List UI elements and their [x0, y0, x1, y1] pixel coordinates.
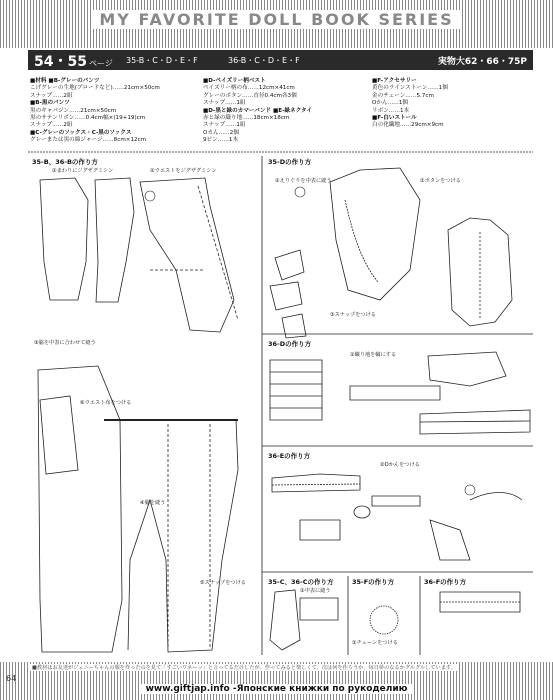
step-note: ①えりぐりを中表に縫う [275, 178, 332, 184]
step-note: ②Oかんをつける [380, 462, 420, 468]
section-title-35c: 35-C、36-Cの作り方 [268, 578, 334, 586]
page-range: 54・55 ページ [34, 54, 113, 70]
series-title: MY FAVORITE DOLL BOOK SERIES [0, 10, 553, 29]
material-line: Oカん……2個 [203, 129, 239, 136]
material-line: ■F-アクセサリー [372, 78, 417, 84]
material-line: ■F-白いストール [372, 115, 417, 122]
ref-pages: 実物大62・66・75P [437, 57, 527, 67]
step-note: ⑤スナップをつける [200, 580, 246, 586]
step-note: ①織り地を輪にする [350, 352, 397, 358]
step-note: ④脇を縫う [140, 500, 166, 506]
step-note: ②ウエストをジグザグミシン [150, 168, 217, 174]
material-line: リボン……1本 [372, 107, 410, 114]
page-number: 64 [6, 674, 17, 683]
material-line: 黄色のラインストーン……1個 [372, 85, 448, 92]
material-line: ペイズリー柄の布……12cm×41cm [203, 85, 295, 92]
material-line: スナップ……1組 [203, 100, 246, 107]
material-line: ■材料 ■B-グレーのパンツ [30, 78, 100, 84]
section-title-36e: 36-Eの作り方 [268, 452, 311, 460]
section-title-36d: 36-Dの作り方 [268, 340, 312, 348]
material-line: 9ピン……1本 [203, 137, 239, 144]
material-line: グレーまたは黒の綿ジャージ……8cm×12cm [30, 137, 147, 144]
material-line: ■D-黒と緑のカマーバンド ■E-緑ネクタイ [203, 107, 313, 114]
step-note: ③スナップをつける [330, 312, 376, 318]
material-line: スナップ……2組 [30, 92, 73, 99]
material-line: 黒のギャバジン……21cm×50cm [30, 107, 117, 114]
material-line: 赤と緑の織り地……18cm×18cm [203, 115, 290, 122]
material-line: スナップ……1組 [203, 122, 246, 129]
step-note: ③脇を中表に合わせて縫う [34, 340, 96, 346]
material-line: 黒のサテンリボン……0.4cm幅×(19+19)cm [30, 115, 146, 122]
material-line: 白の化繊地……29cm×9cm [372, 122, 444, 129]
material-line: ■D-ペイズリー柄ベスト [203, 78, 266, 84]
section-title-36f: 36-Fの作り方 [424, 578, 467, 586]
step-note: ⑥ウエスト布をつける [80, 400, 132, 406]
section-title-35b: 35-B、36-Bの作り方 [32, 158, 98, 166]
material-line: こげグレーの生地(ブロードなど)……21cm×50cm [30, 85, 160, 92]
step-note: ①中表に縫う [300, 588, 331, 594]
material-line: 金のチェーン……5.7cm [372, 92, 434, 99]
site-footer: www.giftjap.info -Японские книжки по рукоделию [0, 684, 553, 694]
material-line: スナップ……2組 [30, 122, 73, 129]
footer-note: ■教材はお友達がジェニーちゃんの服を作ったのを見て「すごいワネーッ」と言ってるだけしたが、作ってみると楽しくて、次は何を作ろうか、毎日夢のなるかグルグルしています。 [32, 665, 456, 671]
section-title-35f: 35-Fの作り方 [352, 578, 395, 586]
codes-35: 35-B・C・D・E・F [126, 56, 198, 65]
section-title-35d: 35-Dの作り方 [268, 158, 312, 166]
step-note: ①まわりにジグザグミシン [52, 168, 114, 174]
material-line: Oかん……1個 [372, 100, 408, 107]
step-note: ①チェーンをつける [352, 640, 398, 646]
step-note: ②ボタンをつける [420, 178, 461, 184]
material-line: ■C-グレーのソックス・C-黒のソックス [30, 129, 132, 136]
material-line: ■B-黒のパンツ [30, 100, 70, 107]
codes-36: 36-B・C・D・E・F [228, 56, 300, 65]
material-line: グレーのボタン……直径0.4cm各3個 [203, 92, 297, 99]
